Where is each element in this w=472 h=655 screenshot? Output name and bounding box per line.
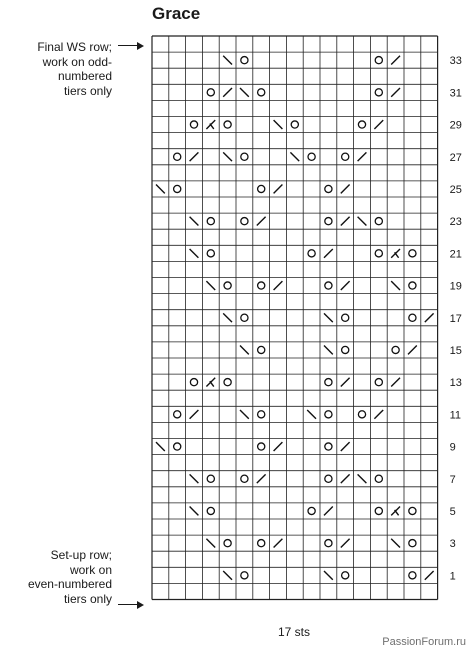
row-number-label: 3	[449, 538, 456, 551]
yarn-over-symbol	[174, 411, 181, 418]
row-number-label: 29	[449, 119, 462, 132]
k2tog-symbol	[374, 410, 383, 419]
note-line: work on	[69, 562, 112, 577]
yarn-over-symbol	[224, 540, 231, 547]
row-number-label: 23	[449, 216, 462, 229]
yarn-over-symbol	[375, 89, 382, 96]
yarn-over-symbol	[258, 540, 265, 547]
k2tog-symbol	[190, 152, 199, 161]
ssk-symbol	[206, 539, 215, 548]
yarn-over-symbol	[375, 507, 382, 514]
yarn-over-symbol	[207, 507, 214, 514]
k2tog-symbol	[358, 152, 367, 161]
ssk-symbol	[324, 313, 333, 322]
yarn-over-symbol	[325, 443, 332, 450]
yarn-over-symbol	[375, 218, 382, 225]
k2tog-symbol	[257, 217, 266, 226]
k2tog-symbol	[257, 474, 266, 483]
yarn-over-symbol	[258, 282, 265, 289]
yarn-over-symbol	[325, 218, 332, 225]
ssk-symbol	[324, 346, 333, 355]
ssk-symbol	[274, 120, 283, 129]
note-line: numbered	[57, 69, 112, 83]
k2tog-symbol	[274, 442, 283, 451]
yarn-over-symbol	[325, 411, 332, 418]
yarn-over-symbol	[409, 507, 416, 514]
yarn-over-symbol	[375, 250, 382, 257]
row-number-label: 11	[449, 409, 462, 422]
k2tog-symbol	[341, 378, 350, 387]
yarn-over-symbol	[241, 153, 248, 160]
ssk-symbol	[240, 88, 249, 97]
yarn-over-symbol	[325, 475, 332, 482]
yarn-over-symbol	[409, 572, 416, 579]
ssk-symbol	[290, 152, 299, 161]
yarn-over-symbol	[224, 121, 231, 128]
row-number-label: 9	[449, 441, 456, 454]
note-line: tiers only	[63, 591, 112, 606]
k2tog-symbol	[391, 378, 400, 387]
yarn-over-symbol	[392, 346, 399, 353]
yarn-over-symbol	[325, 540, 332, 547]
ssk-symbol	[223, 56, 232, 65]
k2tog-symbol	[341, 442, 350, 451]
row-number-label: 21	[449, 248, 462, 261]
row-number-label: 13	[449, 377, 462, 390]
k2tog-symbol	[341, 539, 350, 548]
ssk-symbol	[190, 249, 199, 258]
k2tog-symbol	[391, 56, 400, 65]
yarn-over-symbol	[207, 218, 214, 225]
k2tog-symbol	[341, 217, 350, 226]
yarn-over-symbol	[342, 314, 349, 321]
yarn-over-symbol	[342, 346, 349, 353]
note-line: work on odd-	[42, 54, 112, 69]
yarn-over-symbol	[342, 153, 349, 160]
yarn-over-symbol	[224, 379, 231, 386]
sk2p-symbol	[391, 249, 400, 258]
k2tog-symbol	[341, 281, 350, 290]
yarn-over-symbol	[358, 121, 365, 128]
yarn-over-symbol	[207, 89, 214, 96]
row-number-label: 15	[449, 344, 462, 357]
stitch-count: 17 sts	[277, 625, 310, 639]
ssk-symbol	[156, 185, 165, 194]
yarn-over-symbol	[375, 379, 382, 386]
yarn-over-symbol	[258, 89, 265, 96]
ssk-symbol	[223, 571, 232, 580]
k2tog-symbol	[274, 539, 283, 548]
row-number-label: 7	[449, 473, 456, 486]
row-number-label: 27	[449, 151, 462, 164]
k2tog-symbol	[425, 571, 434, 580]
yarn-over-symbol	[409, 314, 416, 321]
yarn-over-symbol	[174, 185, 181, 192]
k2tog-symbol	[274, 281, 283, 290]
ssk-symbol	[223, 313, 232, 322]
yarn-over-symbol	[190, 379, 197, 386]
sk2p-symbol	[391, 507, 400, 516]
yarn-over-symbol	[325, 185, 332, 192]
note-line: tiers only	[63, 83, 112, 98]
k2tog-symbol	[190, 410, 199, 419]
ssk-symbol	[240, 410, 249, 419]
row-number-label: 19	[449, 280, 462, 293]
yarn-over-symbol	[409, 540, 416, 547]
yarn-over-symbol	[342, 572, 349, 579]
ssk-symbol	[391, 539, 400, 548]
yarn-over-symbol	[207, 475, 214, 482]
yarn-over-symbol	[241, 218, 248, 225]
yarn-over-symbol	[241, 314, 248, 321]
yarn-over-symbol	[207, 250, 214, 257]
yarn-over-symbol	[375, 475, 382, 482]
yarn-over-symbol	[258, 411, 265, 418]
k2tog-symbol	[223, 88, 232, 97]
note-line: Set-up row;	[50, 548, 112, 562]
ssk-symbol	[391, 281, 400, 290]
ssk-symbol	[206, 281, 215, 290]
k2tog-symbol	[391, 88, 400, 97]
yarn-over-symbol	[241, 57, 248, 64]
yarn-over-symbol	[291, 121, 298, 128]
yarn-over-symbol	[190, 121, 197, 128]
yarn-over-symbol	[308, 250, 315, 257]
row-number-label: 31	[449, 87, 462, 100]
yarn-over-symbol	[258, 443, 265, 450]
sk2p-symbol	[206, 120, 215, 129]
ssk-symbol	[324, 571, 333, 580]
ssk-symbol	[307, 410, 316, 419]
yarn-over-symbol	[258, 185, 265, 192]
ssk-symbol	[358, 217, 367, 226]
k2tog-symbol	[341, 185, 350, 194]
ssk-symbol	[190, 474, 199, 483]
yarn-over-symbol	[258, 346, 265, 353]
note-line: Final WS row;	[37, 40, 112, 54]
row-number-label: 33	[449, 55, 462, 68]
yarn-over-symbol	[325, 282, 332, 289]
k2tog-symbol	[408, 346, 417, 355]
yarn-over-symbol	[358, 411, 365, 418]
chart-title: Grace	[152, 4, 201, 23]
k2tog-symbol	[374, 120, 383, 129]
row-number-label: 1	[449, 570, 456, 583]
row-number-label: 25	[449, 183, 462, 196]
k2tog-symbol	[425, 313, 434, 322]
k2tog-symbol	[341, 474, 350, 483]
sk2p-symbol	[206, 378, 215, 387]
ssk-symbol	[190, 217, 199, 226]
yarn-over-symbol	[308, 507, 315, 514]
yarn-over-symbol	[241, 475, 248, 482]
row-number-label: 17	[449, 312, 462, 325]
yarn-over-symbol	[375, 57, 382, 64]
ssk-symbol	[156, 442, 165, 451]
yarn-over-symbol	[174, 443, 181, 450]
yarn-over-symbol	[241, 572, 248, 579]
k2tog-symbol	[324, 249, 333, 258]
ssk-symbol	[223, 152, 232, 161]
row-number-label: 5	[449, 505, 456, 518]
yarn-over-symbol	[308, 153, 315, 160]
ssk-symbol	[240, 346, 249, 355]
note-line: even-numbered	[27, 577, 112, 591]
watermark: PassionForum.ru	[382, 636, 466, 648]
yarn-over-symbol	[174, 153, 181, 160]
k2tog-symbol	[324, 507, 333, 516]
k2tog-symbol	[274, 185, 283, 194]
yarn-over-symbol	[325, 379, 332, 386]
ssk-symbol	[358, 474, 367, 483]
yarn-over-symbol	[409, 250, 416, 257]
ssk-symbol	[190, 507, 199, 516]
yarn-over-symbol	[224, 282, 231, 289]
yarn-over-symbol	[409, 282, 416, 289]
